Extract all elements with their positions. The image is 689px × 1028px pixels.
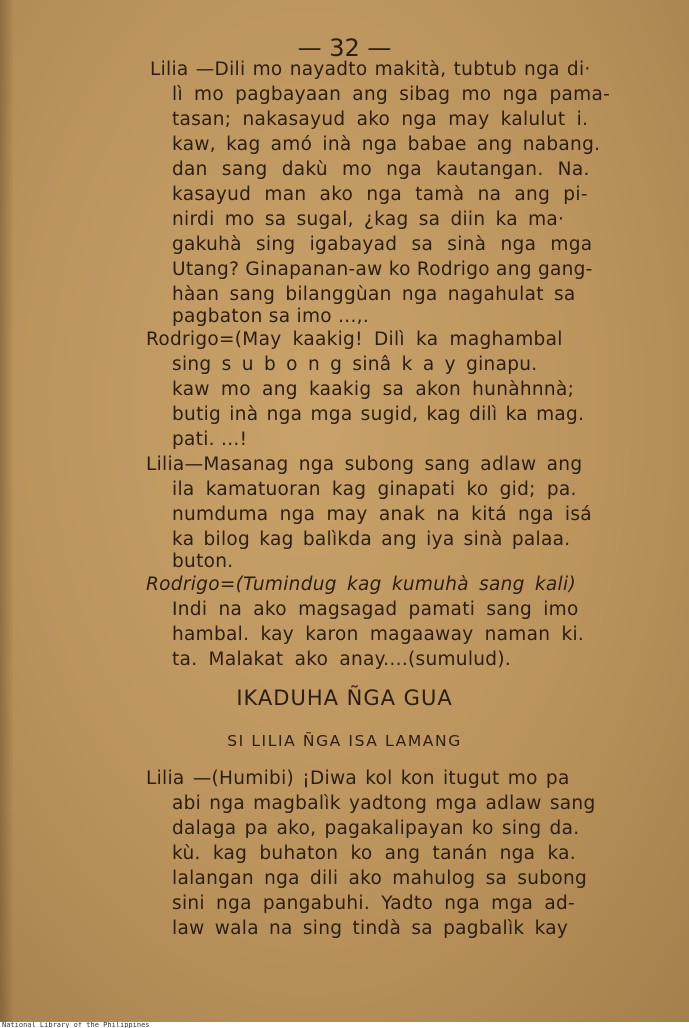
text-line: ila kamatuoran kag ginapati ko gid; pa. xyxy=(172,479,577,500)
library-credit: National Library of the Philippines xyxy=(0,1022,689,1028)
scene-heading: SI LILIA ÑGA ISA LAMANG xyxy=(227,732,462,750)
text-line: ka bilog kag balìkda ang iya sinà palaa. xyxy=(172,529,571,550)
text-line: tasan; nakasayud ako nga may kalulut i. xyxy=(172,109,589,130)
speaker-line: Lilia—Masanag nga subong sang adlaw ang xyxy=(146,454,583,475)
text-line: numduma nga may anak na kitá nga isá xyxy=(172,504,592,525)
text-line: ta. Malakat ako anay....(sumulud). xyxy=(172,649,512,670)
speaker-line: Rodrigo=(Tumindug kag kumuhà sang kali) xyxy=(146,574,576,595)
text-line: pati. ...! xyxy=(172,429,248,450)
text-line: nirdi mo sa sugal, ¿kag sa diin ka ma· xyxy=(172,209,565,230)
text-line: Indi na ako magsagad pamati sang imo xyxy=(172,599,579,620)
text-line: gakuhà sing igabayad sa sinà nga mga xyxy=(172,234,593,255)
text-line: Lilia —Dili mo nayadto makità, tubtub nga di· xyxy=(150,59,591,80)
text-line: pagbaton sa imo ...,. xyxy=(172,306,369,327)
text-line: sini nga pangabuhi. Yadto nga mga ad- xyxy=(172,893,575,914)
page-number: — 32 — xyxy=(297,34,392,62)
text-line: butig inà nga mga sugid, kag dilì ka mag. xyxy=(172,404,585,425)
act-heading: IKADUHA ÑGA GUA xyxy=(236,686,453,710)
text-line: dalaga pa ako, pagakalipayan ko sing da. xyxy=(172,818,580,839)
text-line: hàan sang bilanggùan nga nagahulat sa xyxy=(172,284,576,305)
text-line: hambal. kay karon magaaway naman ki. xyxy=(172,624,585,645)
text-line: kaw, kag amó inà nga babae ang nabang. xyxy=(172,134,601,155)
text-line: sing s u b o n g sinâ k a y ginapu. xyxy=(172,354,538,375)
text-line: lalangan nga dili ako mahulog sa subong xyxy=(172,868,588,889)
text-line: kaw mo ang kaakig sa akon hunàhnnà; xyxy=(172,379,575,400)
text-line: buton. xyxy=(172,551,234,572)
speaker-line: Lilia —(Humibi) ¡Diwa kol kon itugut mo pa xyxy=(146,768,570,789)
text-line: Utang? Ginapanan-aw ko Rodrigo ang gang- xyxy=(172,259,593,280)
text-line: kù. kag buhaton ko ang tanán nga ka. xyxy=(172,843,576,864)
text-line: abi nga magbalìk yadtong mga adlaw sang xyxy=(172,793,596,814)
text-line: dan sang dakù mo nga kautangan. Na. xyxy=(172,159,590,180)
text-line: kasayud man ako nga tamà na ang pi- xyxy=(172,184,588,205)
text-line: lì mo pagbayaan ang sibag mo nga pama- xyxy=(172,84,611,105)
text-line: law wala na sing tindà sa pagbalìk kay xyxy=(172,918,569,939)
speaker-line: Rodrigo=(May kaakig! Dilì ka maghambal xyxy=(146,329,563,350)
